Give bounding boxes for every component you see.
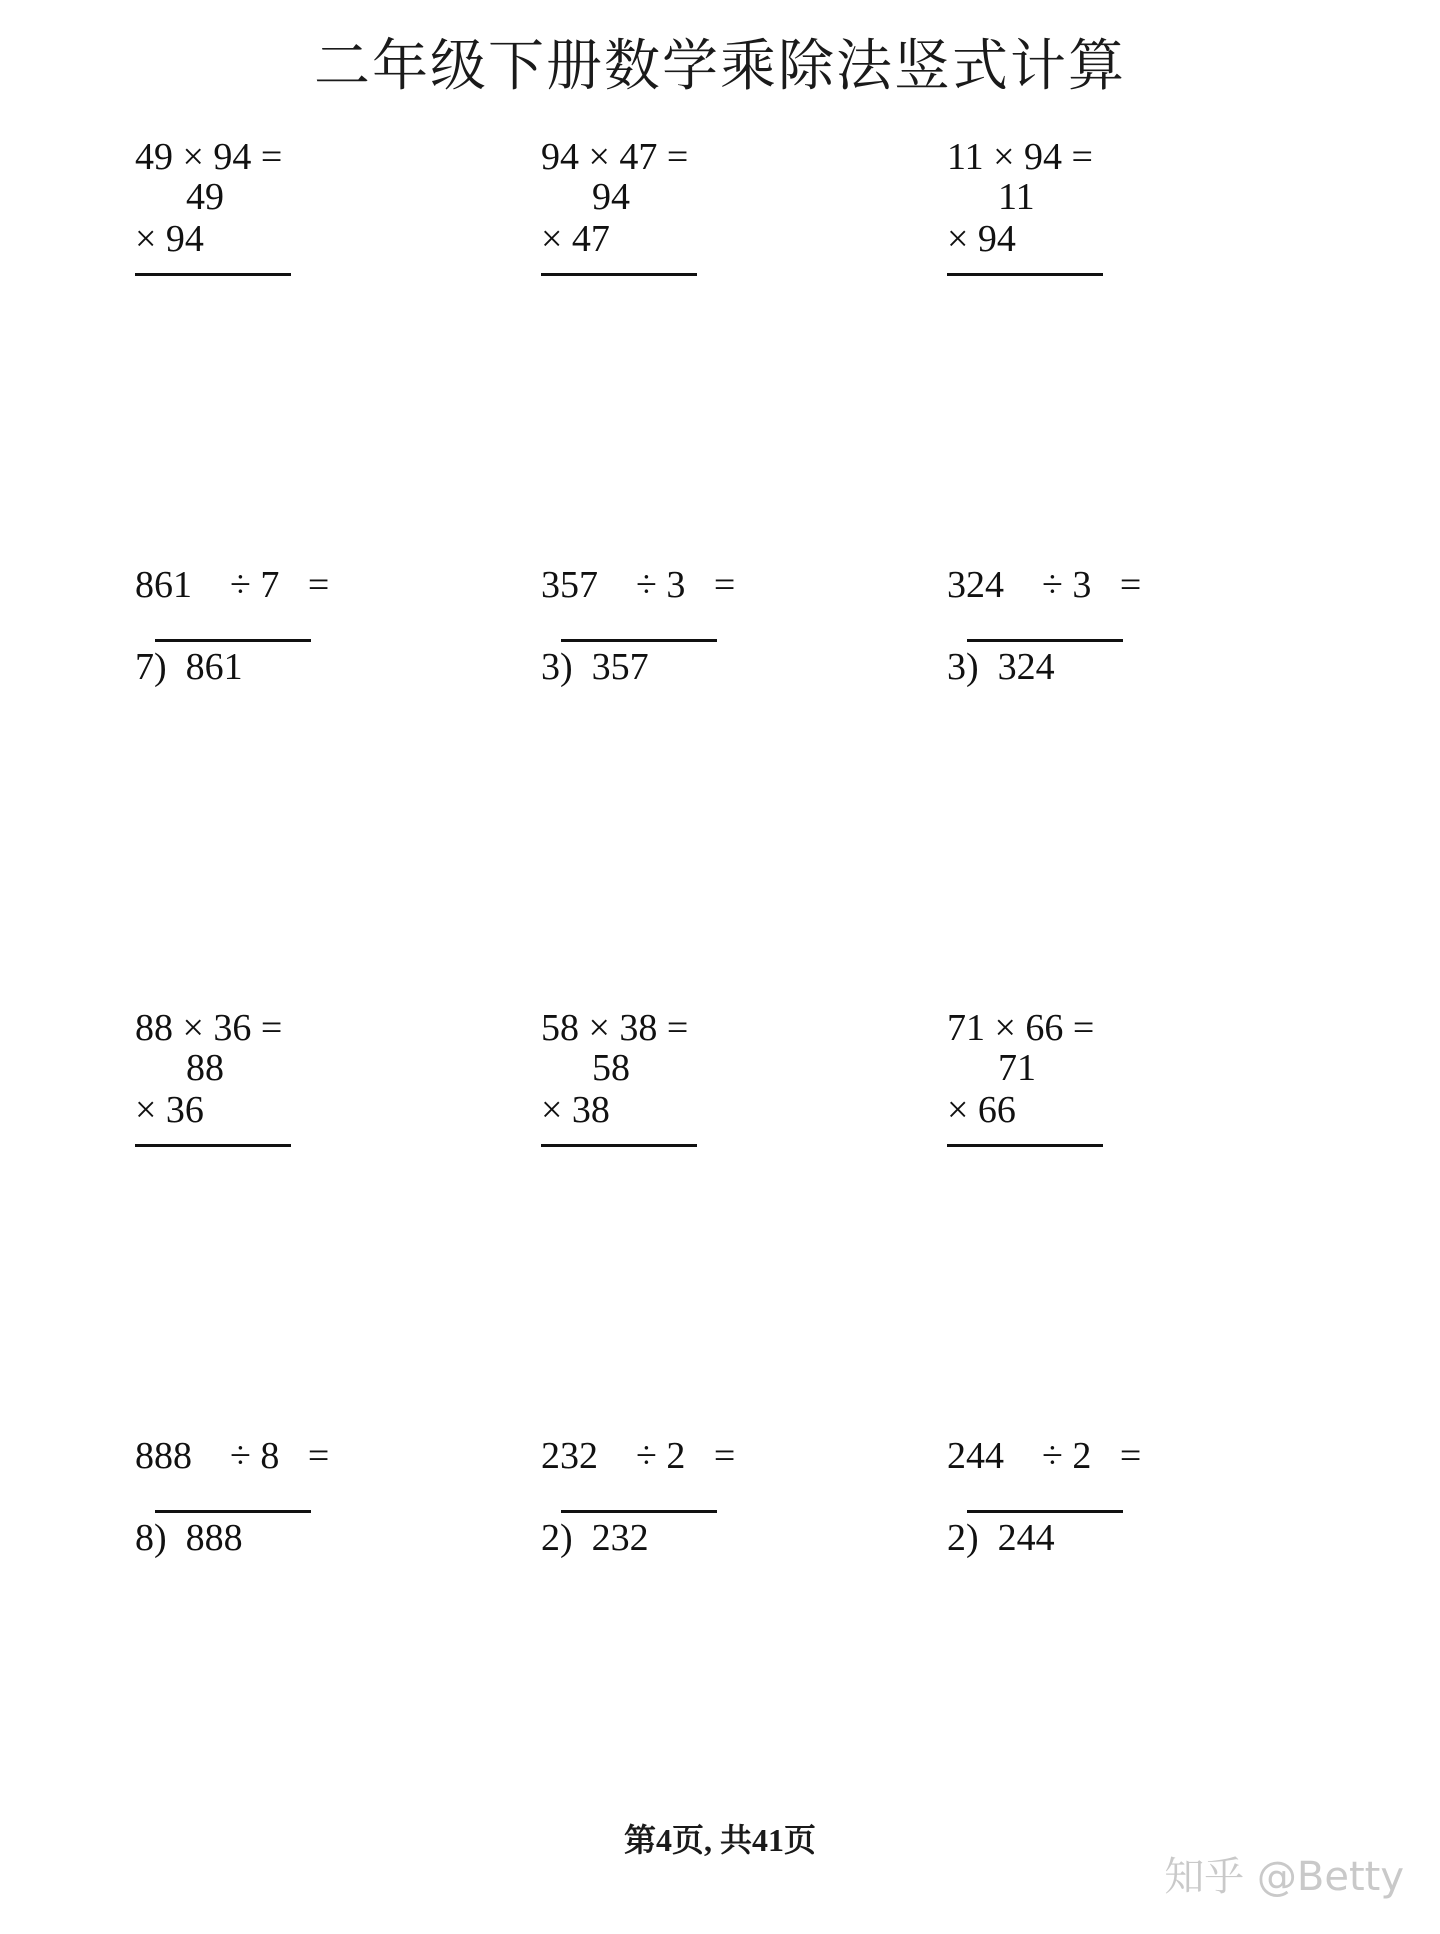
problem-11 xyxy=(541,1434,901,1634)
vertical-multiplier: × 94 xyxy=(135,218,204,260)
answer-rule xyxy=(947,1144,1103,1147)
answer-rule xyxy=(135,1144,291,1147)
problem-equation: 58 × 38 = xyxy=(541,1007,689,1049)
vertical-multiplier: × 66 xyxy=(947,1089,1016,1131)
long-division: 2) 232 xyxy=(541,1517,649,1559)
problem-8 xyxy=(541,1006,901,1206)
long-division: 7) 861 xyxy=(135,646,243,688)
vertical-multiplicand: 58 xyxy=(592,1047,630,1089)
problem-equation: 94 × 47 = xyxy=(541,136,689,178)
answer-rule xyxy=(947,273,1103,276)
problem-equation: 11 × 94 = xyxy=(947,136,1093,178)
vertical-multiplier: × 36 xyxy=(135,1089,204,1131)
problem-2 xyxy=(541,135,901,335)
problem-equation: 232 ÷ 2 = xyxy=(541,1435,736,1477)
problem-7 xyxy=(135,1006,495,1206)
problem-equation: 324 ÷ 3 = xyxy=(947,564,1142,606)
problem-1 xyxy=(135,135,495,335)
vertical-multiplicand: 88 xyxy=(186,1047,224,1089)
division-bracket-rule xyxy=(155,1510,311,1513)
long-division: 3) 357 xyxy=(541,646,649,688)
vertical-multiplier: × 38 xyxy=(541,1089,610,1131)
answer-rule xyxy=(541,273,697,276)
problem-5 xyxy=(541,563,901,763)
problem-6 xyxy=(947,563,1307,763)
division-bracket-rule xyxy=(561,1510,717,1513)
problem-9 xyxy=(947,1006,1307,1206)
division-bracket-rule xyxy=(967,639,1123,642)
page-number: 第4页, 共41页 xyxy=(623,1822,816,1858)
problem-equation: 88 × 36 = xyxy=(135,1007,283,1049)
problem-equation: 357 ÷ 3 = xyxy=(541,564,736,606)
problem-3 xyxy=(947,135,1307,335)
vertical-multiplier: × 94 xyxy=(947,218,1016,260)
division-bracket-rule xyxy=(155,639,311,642)
division-bracket-rule xyxy=(561,639,717,642)
answer-rule xyxy=(135,273,291,276)
problem-equation: 861 ÷ 7 = xyxy=(135,564,330,606)
vertical-multiplier: × 47 xyxy=(541,218,610,260)
problem-equation: 244 ÷ 2 = xyxy=(947,1435,1142,1477)
long-division: 8) 888 xyxy=(135,1517,243,1559)
watermark: 知乎 @Betty xyxy=(1164,1854,1404,1900)
problem-equation: 71 × 66 = xyxy=(947,1007,1095,1049)
long-division: 3) 324 xyxy=(947,646,1055,688)
vertical-multiplicand: 11 xyxy=(998,176,1035,218)
problem-10 xyxy=(135,1434,495,1634)
answer-rule xyxy=(541,1144,697,1147)
vertical-multiplicand: 49 xyxy=(186,176,224,218)
problem-equation: 888 ÷ 8 = xyxy=(135,1435,330,1477)
problem-12 xyxy=(947,1434,1307,1634)
worksheet-title: 二年级下册数学乘除法竖式计算 xyxy=(314,34,1126,99)
problem-4 xyxy=(135,563,495,763)
problem-equation: 49 × 94 = xyxy=(135,136,283,178)
long-division: 2) 244 xyxy=(947,1517,1055,1559)
division-bracket-rule xyxy=(967,1510,1123,1513)
vertical-multiplicand: 94 xyxy=(592,176,630,218)
vertical-multiplicand: 71 xyxy=(998,1047,1036,1089)
